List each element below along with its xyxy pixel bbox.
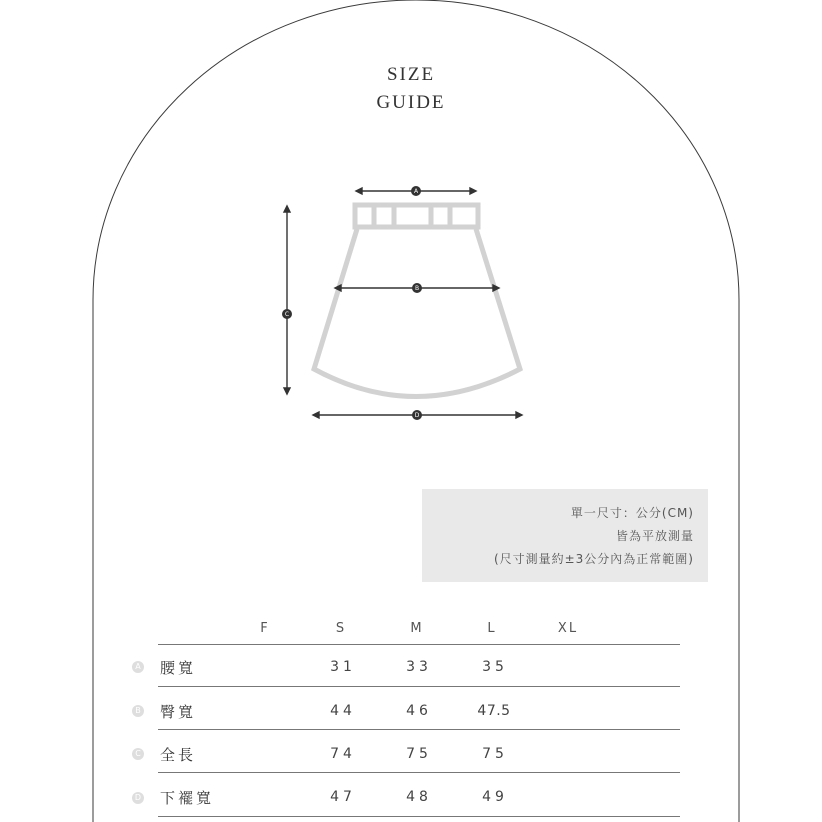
cell-m: 46 <box>406 703 432 719</box>
row-label: 腰寬 <box>160 659 197 677</box>
note-line-2: 皆為平放測量 <box>615 529 694 543</box>
cell-s: 47 <box>330 789 356 805</box>
cell-l: 75 <box>482 746 508 762</box>
size-header-f: F <box>260 621 270 636</box>
marker-a <box>411 186 421 196</box>
note-line-3: (尺寸測量約±3公分內為正常範圍) <box>493 552 694 566</box>
title-line-2: GUIDE <box>376 92 446 113</box>
table-divider <box>158 729 680 730</box>
table-divider <box>158 816 680 817</box>
row-label: 臀寬 <box>160 703 197 721</box>
row-badge: B <box>132 705 144 717</box>
marker-a-label: A <box>413 188 419 195</box>
marker-d <box>412 410 422 420</box>
skirt-outline <box>314 205 520 397</box>
row-label: 下襬寬 <box>160 789 215 807</box>
size-header-s: S <box>335 621 347 636</box>
row-badge: D <box>132 792 144 804</box>
cell-s: 31 <box>330 659 356 675</box>
measurement-note <box>422 489 708 582</box>
table-divider <box>158 772 680 773</box>
cell-l: 35 <box>482 659 508 675</box>
marker-b <box>412 283 422 293</box>
marker-d-label: D <box>414 412 420 419</box>
cell-s: 44 <box>330 703 356 719</box>
note-line-1: 單一尺寸：公分(CM) <box>570 506 694 520</box>
row-label: 全長 <box>160 746 197 764</box>
cell-m: 48 <box>406 789 432 805</box>
row-badge: A <box>132 661 144 673</box>
cell-m: 33 <box>406 659 432 675</box>
size-header-xl: XL <box>557 621 579 636</box>
marker-b-label: B <box>414 285 420 292</box>
title-line-1: SIZE <box>386 64 436 85</box>
cell-l: 47.5 <box>477 703 511 719</box>
table-divider <box>158 644 680 645</box>
row-badge: C <box>132 748 144 760</box>
cell-m: 75 <box>406 746 432 762</box>
cell-s: 74 <box>330 746 356 762</box>
table-divider <box>158 686 680 687</box>
marker-c <box>282 309 292 319</box>
marker-c-label: C <box>284 311 290 318</box>
size-header-m: M <box>410 621 424 636</box>
cell-l: 49 <box>482 789 508 805</box>
size-header-l: L <box>487 621 497 636</box>
